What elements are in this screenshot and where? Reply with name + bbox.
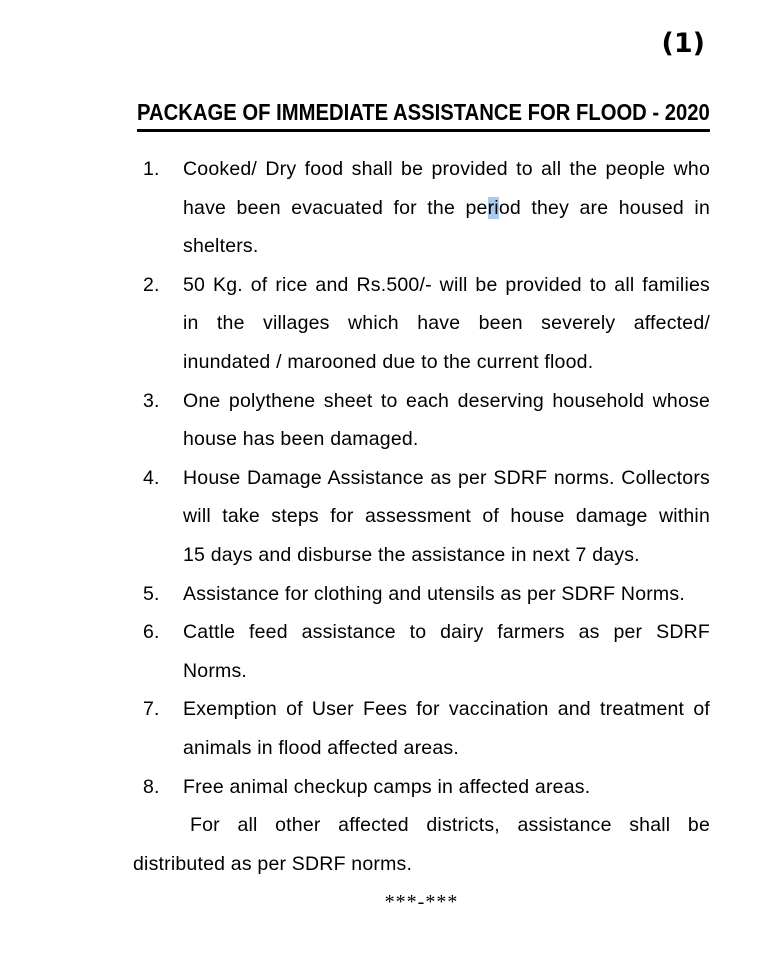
text-line: For all other affected districts, assistance shall be — [190, 814, 710, 837]
document-body — [133, 150, 710, 922]
list-item-number: 4. — [143, 466, 160, 489]
text-segment: od they are housed in — [498, 196, 710, 219]
list-item-number: 3. — [143, 389, 160, 412]
list-item-number: 5. — [143, 582, 160, 605]
text-line: distributed as per SDRF norms. — [133, 852, 413, 875]
list-item-number: 2. — [143, 273, 160, 296]
list-item — [133, 459, 710, 575]
assistance-list — [133, 150, 710, 806]
text-line: house has been damaged. — [183, 428, 419, 451]
text-line: Exemption of User Fees for vaccination and treatment of — [183, 698, 710, 721]
text-line: in the villages which have been severely affected/ — [183, 312, 710, 335]
list-item — [133, 266, 710, 382]
list-item-number: 6. — [143, 621, 160, 644]
text-line: Cattle feed assistance to dairy farmers as per SDRF — [183, 621, 710, 644]
text-line: Assistance for clothing and utensils as per SDRF Norms. — [183, 582, 685, 605]
text-line: 15 days and disburse the assistance in next 7 days. — [183, 543, 640, 566]
list-item-number: 7. — [143, 698, 160, 721]
list-item — [133, 150, 710, 266]
list-item — [133, 575, 710, 614]
text-line: shelters. — [183, 235, 259, 258]
end-separator: ***-*** — [384, 891, 459, 914]
text-line: 50 Kg. of rice and Rs.500/- will be provided to all families — [183, 273, 710, 296]
text-line: Cooked/ Dry food shall be provided to all the people who — [183, 158, 710, 180]
text-line: animals in flood affected areas. — [183, 736, 459, 759]
list-item — [133, 768, 710, 807]
text-line: House Damage Assistance as per SDRF norms. Collectors — [183, 466, 710, 489]
list-item-number: 1. — [143, 158, 160, 180]
text-line: Norms. — [183, 659, 248, 682]
list-item — [133, 690, 710, 767]
page-number: (1) — [661, 28, 705, 59]
text-line: Free animal checkup camps in affected areas. — [183, 775, 591, 798]
closing-paragraph — [133, 806, 710, 883]
list-item — [133, 382, 710, 459]
text-line: inundated / marooned due to the current flood. — [183, 350, 594, 373]
document-title: PACKAGE OF IMMEDIATE ASSISTANCE FOR FLOOD - 2020 — [137, 97, 710, 132]
list-item-number: 8. — [143, 775, 160, 798]
text-line: will take steps for assessment of house damage within — [183, 505, 710, 528]
title-row — [113, 97, 733, 132]
text-line — [183, 189, 710, 228]
text-line: One polythene sheet to each deserving household whose — [183, 389, 710, 412]
text-segment: have been evacuated for the pe — [183, 196, 488, 219]
list-item — [133, 613, 710, 690]
selection-highlight: ri — [487, 196, 499, 219]
